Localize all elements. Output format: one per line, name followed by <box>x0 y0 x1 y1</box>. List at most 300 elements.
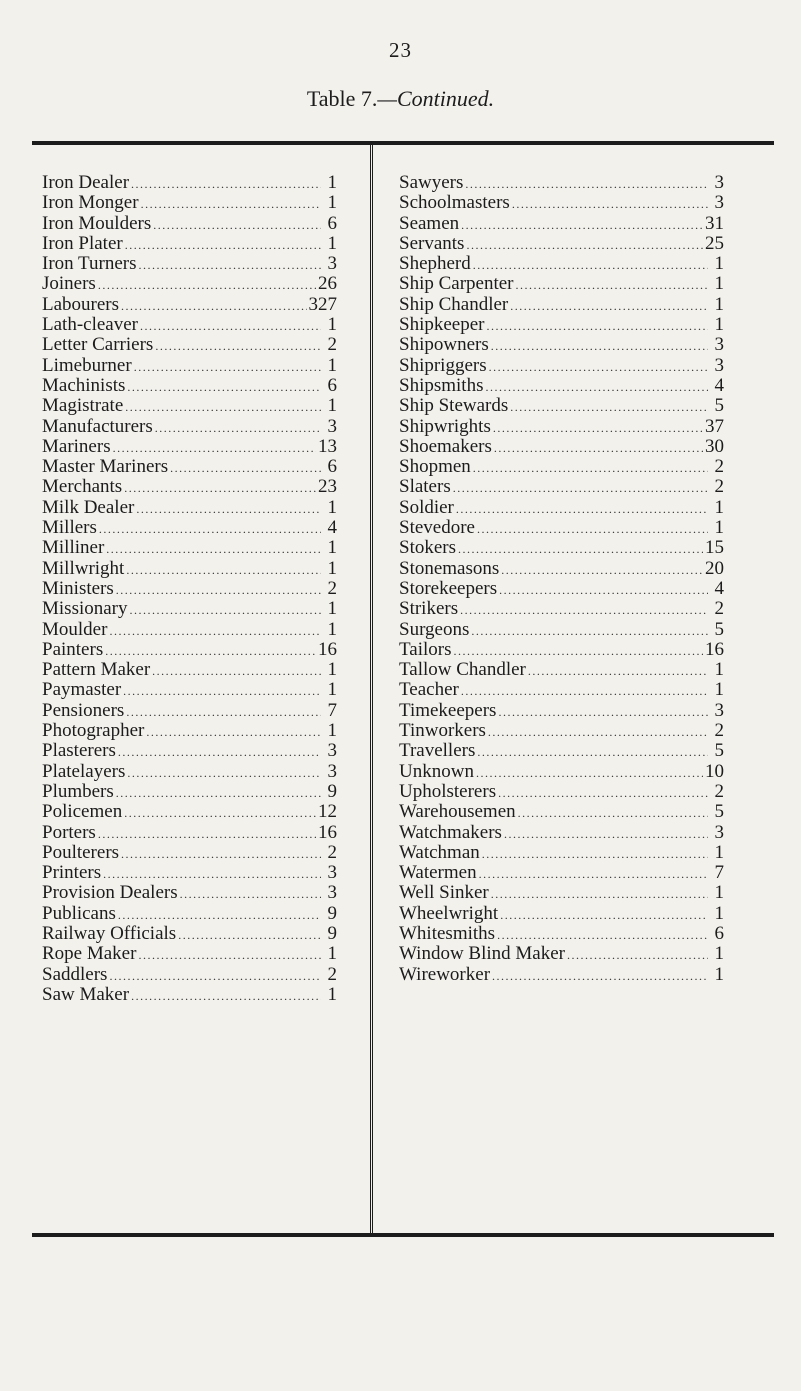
occupation-label: Upholsterers <box>399 780 497 802</box>
table-row <box>399 640 724 660</box>
table-row <box>399 741 724 761</box>
occupation-count: 2 <box>714 456 724 478</box>
dot-leader <box>130 600 322 620</box>
table-row <box>42 701 337 721</box>
dot-leader <box>512 194 708 214</box>
occupation-label: Milk Dealer <box>42 496 135 518</box>
occupation-count: 9 <box>327 780 337 802</box>
occupation-label: Machinists <box>42 374 126 396</box>
occupation-label: Mariners <box>42 435 111 457</box>
occupation-count: 1 <box>714 659 724 681</box>
dot-leader <box>458 539 703 559</box>
dot-leader <box>461 681 708 701</box>
occupation-label: Shipkeeper <box>399 314 485 336</box>
table-row <box>42 193 337 213</box>
table-title-continued: —Continued. <box>377 86 495 111</box>
occupation-count: 3 <box>714 172 724 193</box>
occupation-count: 16 <box>705 638 724 660</box>
occupation-count: 4 <box>327 517 337 539</box>
dot-leader <box>497 925 708 945</box>
table-row <box>399 924 724 944</box>
table-row <box>42 417 337 437</box>
table-row <box>42 985 337 1005</box>
occupation-count: 23 <box>318 476 337 498</box>
occupation-label: Teacher <box>399 679 459 701</box>
occupation-label: Shoemakers <box>399 435 492 457</box>
occupation-count: 1 <box>714 273 724 295</box>
occupation-label: Ship Stewards <box>399 395 509 417</box>
table-row <box>42 680 337 700</box>
occupation-count: 6 <box>327 456 337 478</box>
dot-leader <box>116 783 321 803</box>
column-divider <box>370 145 373 1233</box>
occupation-label: Master Mariners <box>42 456 169 478</box>
table-row <box>42 234 337 254</box>
occupation-label: Sawyers <box>399 172 464 193</box>
occupation-count: 1 <box>327 983 337 1005</box>
dot-leader <box>466 235 703 255</box>
occupation-count: 1 <box>327 618 337 640</box>
dot-leader <box>98 824 316 844</box>
table-row <box>42 944 337 964</box>
occupation-label: Saw Maker <box>42 983 130 1005</box>
table-row <box>42 640 337 660</box>
occupation-count: 6 <box>327 212 337 234</box>
dot-leader <box>461 215 703 235</box>
dot-leader <box>465 174 708 194</box>
left-column <box>42 173 337 1005</box>
table-row <box>399 823 724 843</box>
occupation-label: Merchants <box>42 476 123 498</box>
occupation-count: 4 <box>714 577 724 599</box>
occupation-count: 13 <box>318 435 337 457</box>
occupation-label: Shepherd <box>399 253 471 275</box>
occupation-count: 1 <box>714 902 724 924</box>
table-row <box>399 518 724 538</box>
table-row <box>42 965 337 985</box>
occupation-label: Plasterers <box>42 740 116 762</box>
dot-leader <box>492 966 708 986</box>
occupation-count: 1 <box>327 354 337 376</box>
table-row <box>42 762 337 782</box>
table-row <box>42 498 337 518</box>
table-row <box>399 904 724 924</box>
occupation-count: 2 <box>714 598 724 620</box>
table-title <box>0 86 801 112</box>
table-row <box>399 214 724 234</box>
occupation-count: 3 <box>327 253 337 275</box>
occupation-label: Lath-cleaver <box>42 314 138 336</box>
occupation-count: 1 <box>327 192 337 214</box>
occupation-count: 1 <box>327 557 337 579</box>
table-row <box>399 660 724 680</box>
occupation-count: 1 <box>714 882 724 904</box>
page-number: 23 <box>389 38 412 62</box>
occupation-label: Publicans <box>42 902 116 924</box>
occupation-label: Platelayers <box>42 760 126 782</box>
occupation-label: Iron Moulders <box>42 212 152 234</box>
dot-leader <box>146 722 321 742</box>
occupation-count: 1 <box>714 841 724 863</box>
table-row <box>399 254 724 274</box>
dot-leader <box>518 803 708 823</box>
occupation-label: Shipriggers <box>399 354 487 376</box>
occupation-count: 30 <box>705 435 724 457</box>
occupation-count: 3 <box>327 862 337 884</box>
occupation-count: 1 <box>327 314 337 336</box>
dot-leader <box>510 296 708 316</box>
table-title-main: Table 7. <box>306 86 378 111</box>
occupation-count: 15 <box>705 537 724 559</box>
table-row <box>399 802 724 822</box>
occupation-label: Unknown <box>399 760 474 782</box>
dot-leader <box>477 742 708 762</box>
right-column <box>399 173 724 985</box>
table-row <box>399 477 724 497</box>
occupation-count: 1 <box>714 943 724 965</box>
occupation-label: Soldier <box>399 496 454 518</box>
table-row <box>42 904 337 924</box>
occupation-count: 5 <box>714 395 724 417</box>
dot-leader <box>121 296 306 316</box>
dot-leader <box>155 418 321 438</box>
occupation-label: Plumbers <box>42 780 114 802</box>
table-row <box>42 518 337 538</box>
dot-leader <box>134 357 321 377</box>
dot-leader <box>170 458 321 478</box>
dot-leader <box>516 275 708 295</box>
dot-leader <box>98 275 316 295</box>
occupation-count: 2 <box>327 577 337 599</box>
occupation-label: Labourers <box>42 293 120 315</box>
dot-leader <box>498 702 708 722</box>
dot-leader <box>124 478 316 498</box>
table-row <box>42 883 337 903</box>
occupation-label: Strikers <box>399 598 459 620</box>
occupation-label: Seamen <box>399 212 460 234</box>
dot-leader <box>99 519 321 539</box>
dot-leader <box>473 458 708 478</box>
dot-leader <box>131 174 321 194</box>
occupation-label: Stonemasons <box>399 557 500 579</box>
dot-leader <box>489 357 708 377</box>
occupation-label: Pensioners <box>42 699 125 721</box>
table-row <box>399 457 724 477</box>
dot-leader <box>178 925 321 945</box>
occupation-label: Photographer <box>42 720 145 742</box>
occupation-label: Pattern Maker <box>42 659 151 681</box>
table-row <box>399 721 724 741</box>
dot-leader <box>125 235 321 255</box>
dot-leader <box>482 844 708 864</box>
occupation-count: 16 <box>318 821 337 843</box>
occupation-count: 327 <box>308 293 337 315</box>
occupation-label: Ministers <box>42 577 114 599</box>
occupation-label: Shipwrights <box>399 415 491 437</box>
occupation-label: Porters <box>42 821 96 843</box>
dot-leader <box>567 945 708 965</box>
occupation-label: Iron Turners <box>42 253 137 275</box>
occupation-label: Limeburner <box>42 354 132 376</box>
dot-leader <box>121 844 321 864</box>
table-row <box>42 559 337 579</box>
table-row <box>399 376 724 396</box>
table-row <box>399 944 724 964</box>
dot-leader <box>488 722 708 742</box>
occupation-count: 6 <box>327 374 337 396</box>
occupation-label: Millers <box>42 517 97 539</box>
table-row <box>399 295 724 315</box>
occupation-label: Servants <box>399 232 465 254</box>
table-row <box>42 782 337 802</box>
occupation-label: Rope Maker <box>42 943 137 965</box>
table-row <box>399 417 724 437</box>
occupation-count: 1 <box>327 659 337 681</box>
table-row <box>42 254 337 274</box>
table-row <box>399 579 724 599</box>
table-row <box>399 883 724 903</box>
occupation-label: Joiners <box>42 273 96 295</box>
dot-leader <box>528 661 708 681</box>
table-row <box>42 599 337 619</box>
dot-leader <box>479 864 708 884</box>
occupation-label: Iron Monger <box>42 192 139 214</box>
table-row <box>399 863 724 883</box>
dot-leader <box>155 336 321 356</box>
table-row <box>42 924 337 944</box>
dot-leader <box>456 499 708 519</box>
occupation-label: Travellers <box>399 740 476 762</box>
dot-leader <box>493 418 703 438</box>
occupation-count: 3 <box>714 354 724 376</box>
occupation-table <box>32 141 774 1237</box>
occupation-count: 3 <box>714 192 724 214</box>
occupation-count: 2 <box>327 963 337 985</box>
table-row <box>399 173 724 193</box>
occupation-label: Shopmen <box>399 456 471 478</box>
occupation-count: 1 <box>327 720 337 742</box>
table-row <box>399 701 724 721</box>
dot-leader <box>501 560 703 580</box>
table-row <box>399 620 724 640</box>
dot-leader <box>473 255 708 275</box>
dot-leader <box>476 763 703 783</box>
occupation-count: 1 <box>714 679 724 701</box>
occupation-count: 9 <box>327 922 337 944</box>
occupation-count: 9 <box>327 902 337 924</box>
occupation-label: Shipowners <box>399 334 489 356</box>
occupation-count: 3 <box>714 334 724 356</box>
occupation-count: 20 <box>705 557 724 579</box>
table-row <box>42 620 337 640</box>
table-row <box>42 437 337 457</box>
occupation-label: Railway Officials <box>42 922 177 944</box>
table-row <box>399 356 724 376</box>
table-row <box>399 335 724 355</box>
occupation-label: Timekeepers <box>399 699 497 721</box>
dot-leader <box>141 194 321 214</box>
dot-leader <box>103 864 321 884</box>
occupation-count: 31 <box>705 212 724 234</box>
dot-leader <box>485 377 708 397</box>
occupation-count: 3 <box>327 740 337 762</box>
dot-leader <box>126 702 321 722</box>
occupation-count: 4 <box>714 374 724 396</box>
occupation-count: 1 <box>327 943 337 965</box>
table-row <box>42 356 337 376</box>
occupation-label: Tailors <box>399 638 452 660</box>
occupation-label: Whitesmiths <box>399 922 496 944</box>
occupation-label: Storekeepers <box>399 577 498 599</box>
table-row <box>399 193 724 213</box>
occupation-label: Paymaster <box>42 679 122 701</box>
table-row <box>42 477 337 497</box>
occupation-count: 25 <box>705 232 724 254</box>
occupation-count: 1 <box>714 496 724 518</box>
dot-leader <box>124 803 316 823</box>
occupation-count: 1 <box>327 232 337 254</box>
dot-leader <box>491 884 708 904</box>
occupation-label: Iron Dealer <box>42 172 130 193</box>
occupation-count: 1 <box>714 253 724 275</box>
dot-leader <box>118 742 321 762</box>
occupation-count: 6 <box>714 922 724 944</box>
dot-leader <box>491 336 708 356</box>
table-row <box>42 579 337 599</box>
table-row <box>399 965 724 985</box>
table-row <box>399 782 724 802</box>
occupation-count: 7 <box>327 699 337 721</box>
occupation-count: 2 <box>327 841 337 863</box>
occupation-count: 5 <box>714 618 724 640</box>
table-row <box>42 741 337 761</box>
dot-leader <box>138 255 321 275</box>
occupation-label: Stevedore <box>399 517 475 539</box>
occupation-count: 1 <box>714 314 724 336</box>
occupation-label: Tinworkers <box>399 720 486 742</box>
occupation-count: 1 <box>327 598 337 620</box>
occupation-count: 5 <box>714 801 724 823</box>
table-row <box>42 173 337 193</box>
dot-leader <box>453 478 708 498</box>
occupation-count: 3 <box>714 821 724 843</box>
occupation-label: Saddlers <box>42 963 108 985</box>
occupation-count: 7 <box>714 862 724 884</box>
dot-leader <box>127 763 321 783</box>
occupation-count: 2 <box>714 720 724 742</box>
dot-leader <box>116 580 321 600</box>
table-row <box>42 396 337 416</box>
table-row <box>42 274 337 294</box>
occupation-count: 2 <box>714 476 724 498</box>
occupation-count: 16 <box>318 638 337 660</box>
dot-leader <box>106 539 321 559</box>
occupation-label: Window Blind Maker <box>399 943 565 965</box>
occupation-label: Moulder <box>42 618 108 640</box>
dot-leader <box>500 905 708 925</box>
occupation-label: Surgeons <box>399 618 470 640</box>
occupation-label: Tallow Chandler <box>399 659 526 681</box>
occupation-count: 26 <box>318 273 337 295</box>
table-row <box>399 762 724 782</box>
occupation-label: Missionary <box>42 598 128 620</box>
table-row <box>42 214 337 234</box>
occupation-count: 5 <box>714 740 724 762</box>
table-row <box>42 335 337 355</box>
table-row <box>42 315 337 335</box>
occupation-count: 3 <box>327 882 337 904</box>
dot-leader <box>123 681 321 701</box>
table-row <box>399 234 724 254</box>
occupation-count: 1 <box>327 395 337 417</box>
table-row <box>399 599 724 619</box>
occupation-label: Well Sinker <box>399 882 489 904</box>
dot-leader <box>138 945 321 965</box>
dot-leader <box>471 621 708 641</box>
table-row <box>399 437 724 457</box>
occupation-label: Watermen <box>399 862 477 884</box>
dot-leader <box>127 377 321 397</box>
occupation-count: 3 <box>714 699 724 721</box>
occupation-count: 10 <box>705 760 724 782</box>
table-row <box>399 315 724 335</box>
dot-leader <box>510 397 708 417</box>
occupation-count: 1 <box>327 537 337 559</box>
occupation-count: 1 <box>714 517 724 539</box>
occupation-label: Shipsmiths <box>399 374 484 396</box>
dot-leader <box>131 986 321 1006</box>
dot-leader <box>105 641 316 661</box>
dot-leader <box>118 905 321 925</box>
occupation-count: 1 <box>327 496 337 518</box>
table-row <box>42 376 337 396</box>
dot-leader <box>486 316 708 336</box>
table-row <box>399 274 724 294</box>
dot-leader <box>113 438 316 458</box>
occupation-label: Stokers <box>399 537 456 559</box>
occupation-label: Millwright <box>42 557 125 579</box>
dot-leader <box>494 438 703 458</box>
dot-leader <box>125 397 321 417</box>
occupation-label: Wireworker <box>399 963 491 985</box>
occupation-label: Slaters <box>399 476 451 498</box>
occupation-count: 1 <box>714 293 724 315</box>
dot-leader <box>477 519 708 539</box>
table-row <box>42 457 337 477</box>
dot-leader <box>126 560 321 580</box>
dot-leader <box>498 783 708 803</box>
occupation-count: 2 <box>714 780 724 802</box>
occupation-label: Printers <box>42 862 102 884</box>
dot-leader <box>460 600 708 620</box>
occupation-label: Wheelwright <box>399 902 499 924</box>
occupation-label: Watchman <box>399 841 480 863</box>
dot-leader <box>109 621 321 641</box>
occupation-label: Warehousemen <box>399 801 516 823</box>
occupation-label: Painters <box>42 638 104 660</box>
occupation-label: Letter Carriers <box>42 334 154 356</box>
occupation-label: Ship Carpenter <box>399 273 514 295</box>
occupation-label: Poulterers <box>42 841 120 863</box>
table-row <box>399 538 724 558</box>
occupation-label: Iron Plater <box>42 232 123 254</box>
table-row <box>42 823 337 843</box>
table-row <box>399 680 724 700</box>
table-row <box>399 498 724 518</box>
occupation-count: 2 <box>327 334 337 356</box>
table-row <box>42 802 337 822</box>
occupation-label: Provision Dealers <box>42 882 178 904</box>
